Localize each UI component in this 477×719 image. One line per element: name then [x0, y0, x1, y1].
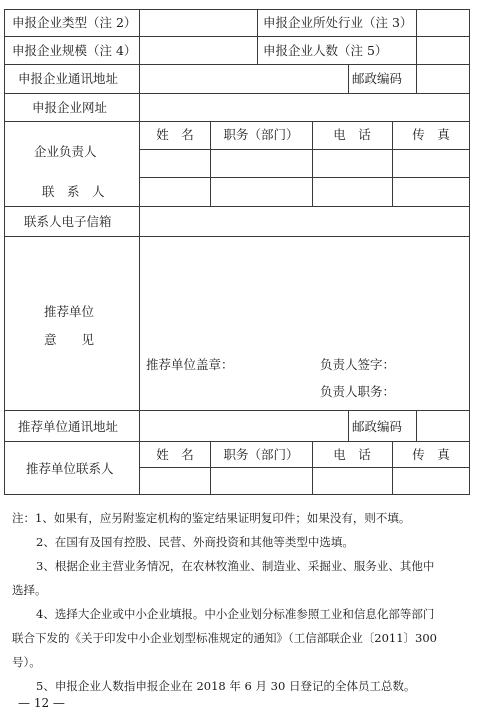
company-scale-label: 申报企业规模（注 4） [12, 43, 137, 58]
col-line [348, 410, 349, 442]
recommend-label-line2: 意 见 [44, 332, 95, 347]
note-3: 3、根据企业主营业务情况，在农林牧渔业、制造业、采掘业、服务业、其他中 [36, 559, 435, 573]
row-line [4, 93, 470, 94]
recommend-sign-label: 负责人签字： [320, 357, 396, 372]
col-line [416, 9, 417, 65]
col-line [139, 93, 140, 122]
table-border-bottom [4, 494, 470, 495]
company-postcode-label: 邮政编码 [352, 71, 403, 86]
note-4-cont2: 号）。 [12, 655, 41, 669]
rec-header-fax: 传 真 [412, 447, 450, 462]
row-line [4, 206, 470, 207]
col-line [139, 121, 140, 207]
row-line [139, 177, 470, 178]
rec-header-name: 姓 名 [156, 447, 194, 462]
table-border-left [4, 9, 5, 495]
note-2: 2、在国有及国有控股、民营、外商投资和其他等类型中选填。 [36, 535, 354, 549]
row-line [4, 121, 470, 122]
row-line [4, 441, 470, 442]
col-line [392, 121, 393, 207]
note-3-cont: 选择。 [12, 583, 47, 597]
rec-address-label: 推荐单位通讯地址 [18, 419, 119, 434]
recommend-seal-label: 推荐单位盖章： [146, 357, 234, 372]
rec-postcode-label: 邮政编码 [352, 419, 403, 434]
col-line [392, 441, 393, 495]
col-line [312, 441, 313, 495]
col-line [257, 9, 258, 65]
col-line [312, 121, 313, 207]
row-line [4, 410, 470, 411]
row-line [4, 236, 470, 237]
note-5: 5、申报企业人数指申报企业在 2018 年 6 月 30 日登记的全体员工总数。 [36, 679, 416, 693]
recommend-position-label: 负责人职务： [320, 384, 396, 399]
leader-label: 企业负责人 [34, 144, 97, 159]
company-address-label: 申报企业通讯地址 [18, 71, 119, 86]
rec-header-phone: 电 话 [333, 447, 371, 462]
col-line [210, 441, 211, 495]
company-type-label: 申报企业类型（注 2） [12, 15, 137, 30]
note-1: 注：1、如果有，应另附鉴定机构的鉴定结果证明复印件；如果没有，则不填。 [12, 511, 411, 525]
col-line [210, 121, 211, 207]
leader-header-name: 姓 名 [156, 127, 194, 142]
table-border-top [4, 9, 470, 10]
row-line [4, 64, 470, 65]
note-4-cont: 联合下发的《关于印发中小企业划型标准规定的通知》（工信部联企业〔2011〕300 [12, 631, 437, 645]
recommend-label-line1: 推荐单位 [44, 304, 95, 319]
col-line [416, 64, 417, 94]
leader-header-phone: 电 话 [333, 127, 371, 142]
note-4: 4、选择大企业或中小企业填报。中小企业划分标准参照工业和信息化部等部门 [36, 607, 435, 621]
row-line [4, 36, 470, 37]
table-border-right [469, 9, 470, 495]
notes-section [12, 506, 467, 698]
company-industry-label: 申报企业所处行业（注 3） [263, 15, 413, 30]
company-website-label: 申报企业网址 [32, 100, 108, 115]
contact-email-label: 联系人电子信箱 [24, 214, 112, 229]
rec-header-position: 职务（部门） [223, 447, 299, 462]
col-line [139, 206, 140, 237]
company-headcount-label: 申报企业人数（注 5） [263, 43, 388, 58]
row-line [139, 149, 470, 150]
col-line [139, 441, 140, 495]
col-line [139, 64, 140, 94]
page-number: — 12 — [18, 696, 65, 710]
col-line [139, 9, 140, 65]
col-line [139, 236, 140, 411]
rec-contact-label: 推荐单位联系人 [26, 461, 114, 476]
contact-label: 联 系 人 [42, 184, 105, 199]
row-line [139, 467, 470, 468]
col-line [348, 64, 349, 94]
leader-header-fax: 传 真 [412, 127, 450, 142]
col-line [139, 410, 140, 442]
leader-header-position: 职务（部门） [223, 127, 299, 142]
col-line [416, 410, 417, 442]
